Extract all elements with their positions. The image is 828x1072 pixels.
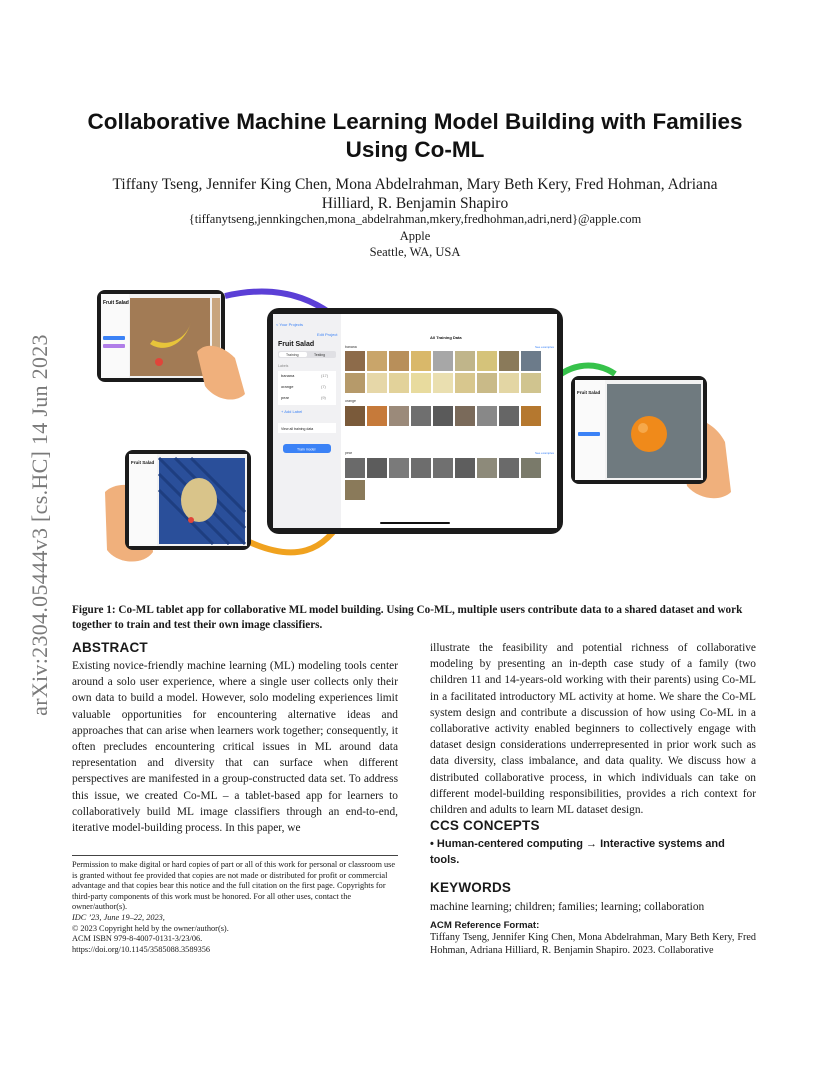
- abstract-left-column: Existing novice-friendly machine learning (ML) modeling tools center around a solo user experience, where a single user collects only their own data to build a model. However, solo modeling experiences limit valuable opportunities for encountering alternative ideas and approaches that can arise when learners work together; consequently, it often precludes encountering critical issues in ML around data representation and diversity that can surface when different perspectives are manifested in a group-constructed data set. To address this issue, we created Co-ML – a tablet-based app for learners to collaboratively build ML image classifiers through an end-to-end, iterative model-building process. In this paper, we: [72, 660, 398, 835]
- row-label-orange: orange: [345, 399, 356, 403]
- abstract-heading: ABSTRACT: [72, 640, 148, 655]
- acm-reference: [430, 920, 756, 957]
- location: Seattle, WA, USA: [369, 245, 461, 259]
- train-model-button: Train model: [297, 447, 316, 452]
- ccs-heading: CCS CONCEPTS: [430, 818, 540, 833]
- arxiv-identifier-text: arXiv:2304.05444v3 [cs.HC] 14 Jun 2023: [27, 334, 52, 716]
- orange-thumbnails: [345, 406, 541, 426]
- footnote-rule: [72, 855, 398, 856]
- class-banana: banana: [281, 373, 295, 378]
- tablet-banana: [97, 290, 245, 400]
- class-pear: pear: [281, 395, 290, 400]
- keywords-heading: KEYWORDS: [430, 880, 512, 895]
- affiliation: Apple: [399, 229, 431, 243]
- tablet-orange: [571, 376, 731, 498]
- see-examples-banana: See examples: [535, 345, 555, 349]
- labels-heading: Labels: [278, 364, 289, 368]
- count-banana: (17): [321, 373, 329, 378]
- app-title: Fruit Salad: [278, 341, 315, 348]
- permission-footnote: [72, 860, 402, 955]
- title-line-1: Collaborative Machine Learning Model Building with Families: [87, 109, 743, 134]
- tab-testing-label: Testing: [314, 353, 326, 357]
- copyright-line: © 2023 Copyright held by the owner/author(s).: [72, 923, 229, 933]
- author-list: [80, 175, 750, 213]
- ccs-concepts: • Human-centered computing → Interactive systems and tools.: [430, 838, 725, 867]
- back-link: < Your Projects: [276, 322, 304, 327]
- arxiv-identifier: [20, 290, 60, 760]
- small-app-title-1: Fruit Salad: [103, 300, 129, 306]
- doi-link: https://doi.org/10.1145/3585088.3589356: [72, 944, 211, 954]
- conference-info: IDC ’23, June 19–22, 2023,: [72, 912, 165, 922]
- title-line-2: Using Co-ML: [345, 137, 485, 162]
- permission-text: Permission to make digital or hard copies of part or all of this work for personal or classroom use is granted without fee provided that copies are not made or distributed for profit or commercial advantage and that copies bear this notice and the full citation on the first page. Copyrights for third-party components of this work must be honored. For all other uses, contact the owner/author(s).: [72, 860, 396, 912]
- count-orange: (7): [321, 384, 326, 389]
- small-app-title-3: Fruit Salad: [131, 460, 155, 465]
- teaser-figure: [95, 282, 735, 602]
- acm-reference-text: Tiffany Tseng, Jennifer King Chen, Mona Abdelrahman, Mary Beth Kery, Fred Hohman, Adriana Hilliard, R. Benjamin Shapiro. 2023. Collaborative: [430, 932, 756, 956]
- authors-line-1: Tiffany Tseng, Jennifer King Chen, Mona Abdelrahman, Mary Beth Kery, Fred Hohman, Adriana: [112, 176, 718, 193]
- small-app-title-2: Fruit Salad: [577, 390, 601, 395]
- row-label-pear: pear: [345, 451, 353, 455]
- acm-reference-heading: ACM Reference Format:: [430, 920, 540, 931]
- tablet-pear: [105, 450, 251, 562]
- see-examples-pear: See examples: [535, 451, 555, 455]
- row-label-banana: banana: [345, 345, 357, 349]
- view-all-data: View all training data: [281, 427, 314, 431]
- all-training-data-heading: All Training Data: [430, 335, 462, 340]
- author-emails: {tiffanytseng,jennkingchen,mona_abdelrahman,mkery,fredhohman,adri,nerd}@apple.com: [188, 212, 642, 226]
- count-pear: (9): [321, 395, 326, 400]
- class-orange: orange: [281, 384, 294, 389]
- keywords-text: machine learning; children; families; learning; collaboration: [430, 901, 705, 913]
- tab-training-label: Training: [286, 353, 299, 357]
- paper-title: [70, 108, 760, 164]
- tablet-main: [267, 308, 563, 534]
- isbn-line: ACM ISBN 979-8-4007-0131-3/23/06.: [72, 934, 203, 944]
- edit-project-link: Edit Project: [317, 332, 338, 337]
- affiliation-block: [80, 228, 750, 260]
- add-label-link: + Add Label: [281, 409, 303, 414]
- authors-line-2: Hilliard, R. Benjamin Shapiro: [321, 195, 509, 212]
- abstract-right-column: illustrate the feasibility and potential richness of collaborative modeling by presenting an in-depth case study of a family (two children 11 and 14-years-old working with their parents) using Co-ML in a facilitated introductory ML activity at home. We share the Co-ML system design and contribute a discussion of how using Co-ML in a collaborative activity enabled beginners to collectively engage with dataset design considerations underrepresented in prior work such as data diversity, class imbalance, and data quality. We discuss how a distributed collaborative process, in which individuals can take on different model-building responsibilities, provides a rich context for children and adults to learn ML dataset design.: [430, 642, 756, 817]
- figure-caption: Figure 1: Co-ML tablet app for collaborative ML model building. Using Co-ML, multiple users contribute data to a shared dataset and work together to train and test their own image classifiers.: [72, 604, 743, 631]
